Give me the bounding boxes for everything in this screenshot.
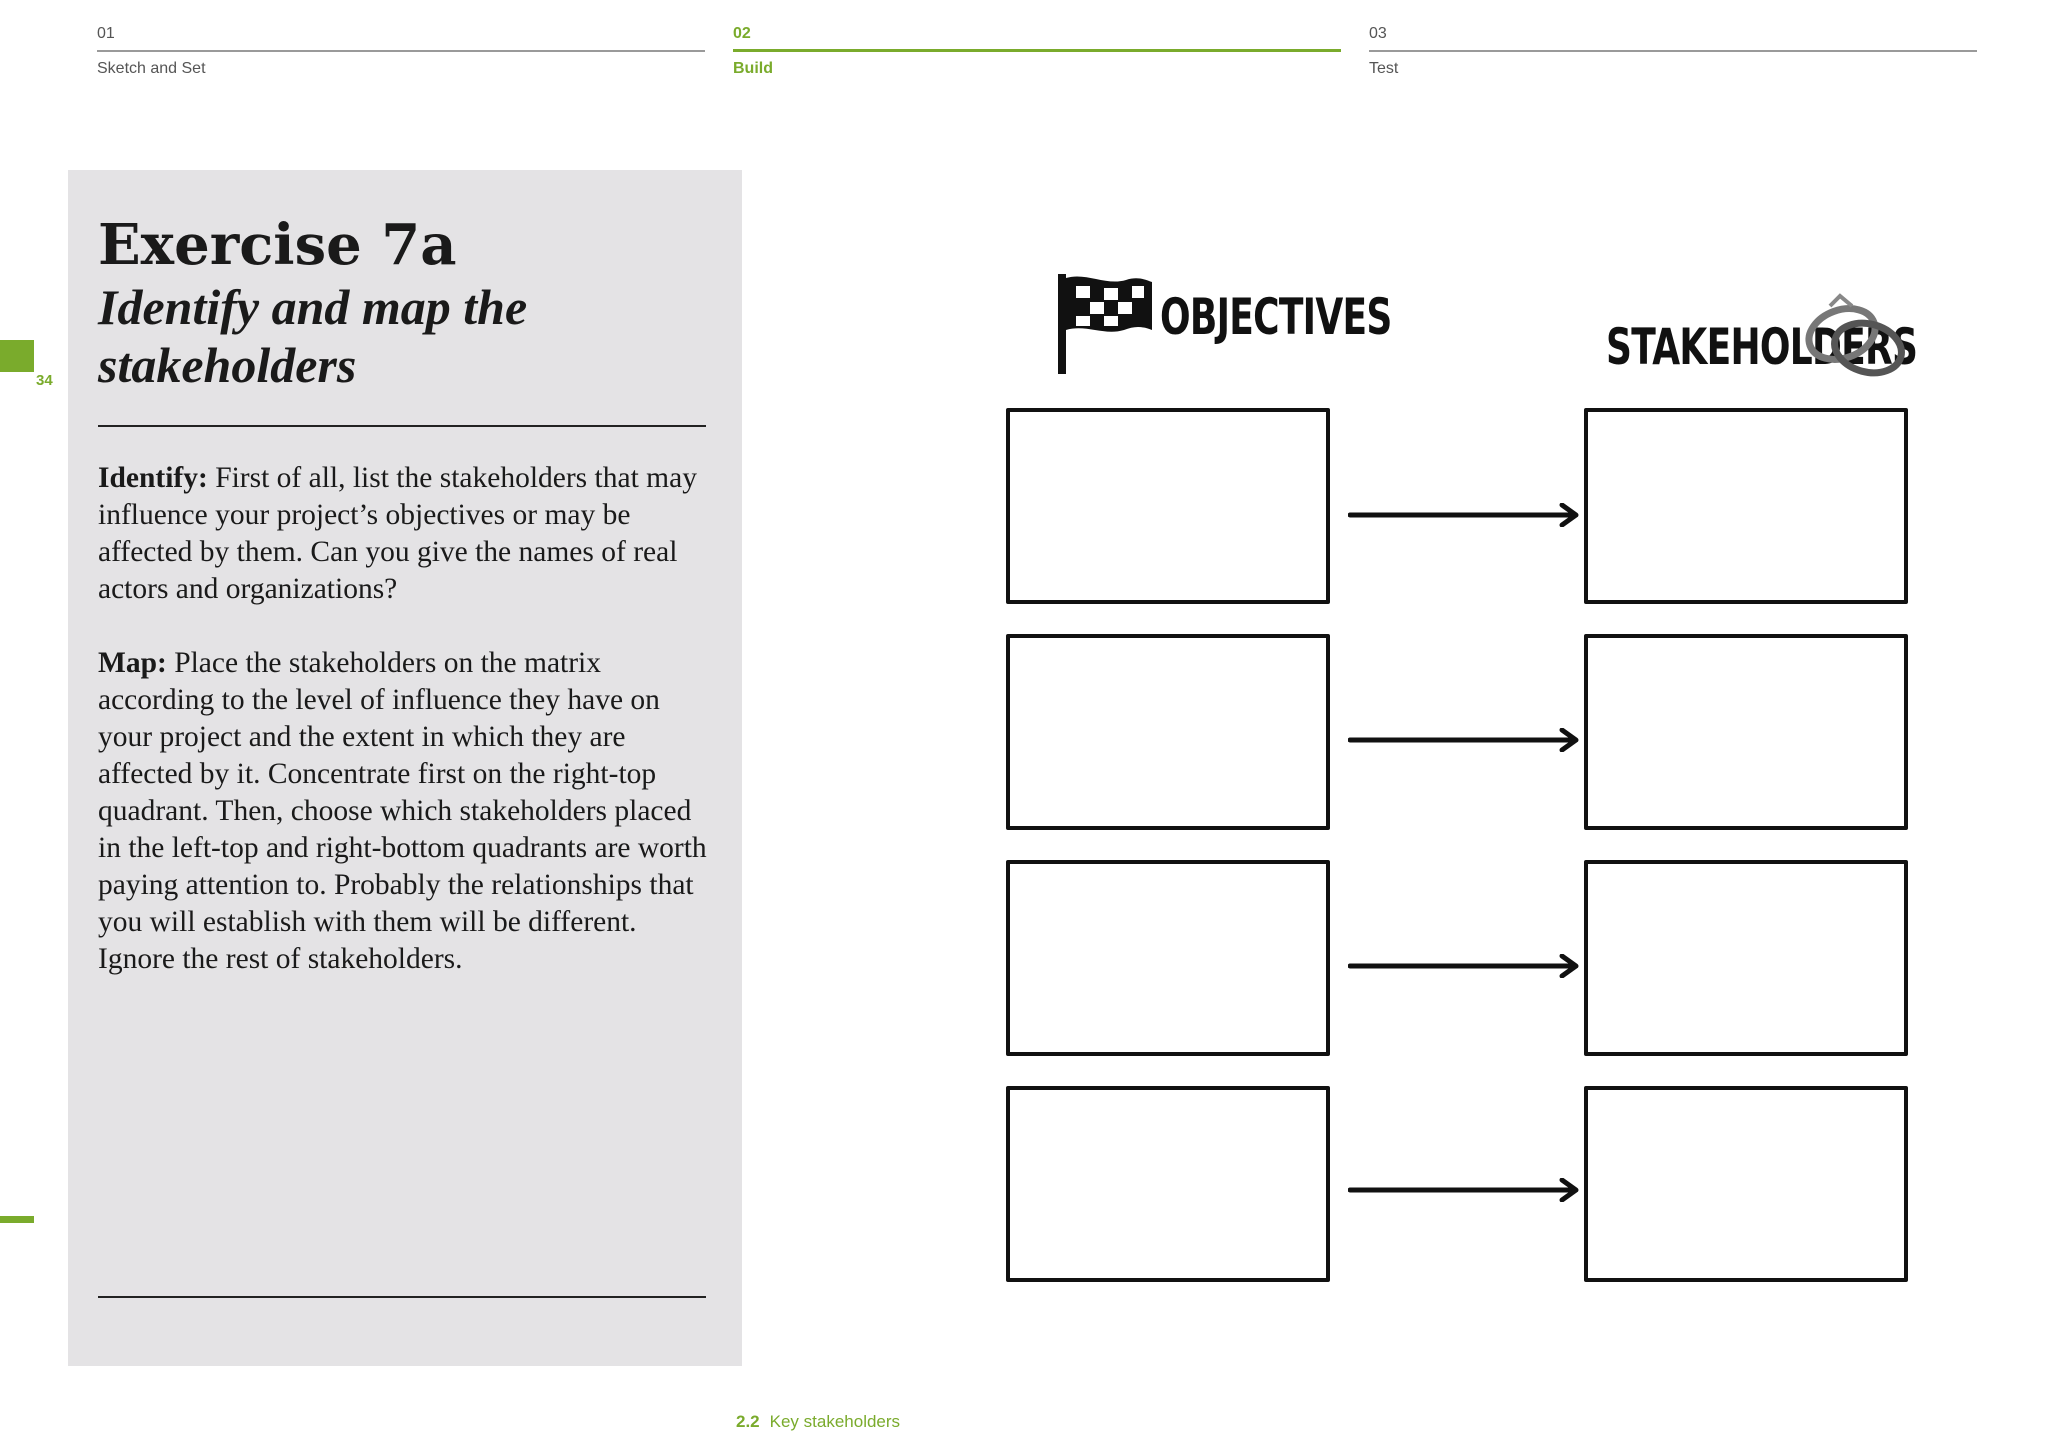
stakeholder-box-4[interactable] [1584, 1086, 1908, 1282]
objectives-stakeholders-diagram [1000, 260, 1960, 1300]
exercise-title: Exercise 7a [98, 212, 457, 278]
bottom-divider [98, 1296, 706, 1298]
objectives-heading: OBJECTIVES [1160, 288, 1392, 346]
step-3[interactable] [1369, 24, 1977, 78]
map-text: Place the stakeholders on the matrix according to the level of influence they have on your project and the extent in which they are affected by it. Concentrate first on the right-top quadrant. Then, choose which stakeholders placed in the left-top and right-bottom quadrants are worth paying attention to. Probably the relationships that you will establish with them will be different. Ignore the rest of stakeholders. [98, 647, 707, 975]
arrow-icon [1348, 954, 1584, 978]
stakeholder-box-3[interactable] [1584, 860, 1908, 1056]
arrow-icon [1348, 1178, 1584, 1202]
exercise-panel [68, 170, 742, 1366]
rings-icon [1800, 290, 1912, 386]
checkered-flag-icon [1056, 272, 1156, 376]
identify-text: First of all, list the stakeholders that may influence your project’s objectives or may be affected by them. Can you give the names of real actors and organizations? [98, 462, 697, 605]
stakeholder-box-2[interactable] [1584, 634, 1908, 830]
top-divider [98, 425, 706, 427]
step-number: 01 [97, 25, 115, 42]
map-paragraph [98, 645, 710, 978]
arrow-icon [1348, 503, 1584, 527]
step-progress-line [97, 50, 705, 52]
section-title: Key stakeholders [769, 1412, 901, 1431]
edge-tick [0, 1216, 34, 1223]
map-lead: Map: [98, 647, 167, 679]
arrow-icon [1348, 728, 1584, 752]
objective-box-2[interactable] [1006, 634, 1330, 830]
step-progress-line [1369, 50, 1977, 52]
objective-box-4[interactable] [1006, 1086, 1330, 1282]
step-2[interactable] [733, 24, 1341, 78]
step-progress-line [733, 49, 1341, 52]
identify-lead: Identify: [98, 462, 208, 494]
step-label: Sketch and Set [97, 60, 206, 77]
identify-paragraph [98, 460, 710, 608]
step-number: 02 [733, 25, 751, 42]
page-marker [0, 340, 34, 372]
step-label: Test [1369, 60, 1399, 77]
objective-box-1[interactable] [1006, 408, 1330, 604]
section-footer[interactable] [736, 1412, 900, 1432]
stakeholder-box-1[interactable] [1584, 408, 1908, 604]
page-number: 34 [36, 372, 53, 389]
exercise-subtitle: Identify and map the stakeholders [98, 279, 528, 393]
step-1[interactable] [97, 24, 705, 78]
objective-box-3[interactable] [1006, 860, 1330, 1056]
step-label: Build [733, 60, 773, 77]
section-number: 2.2 [736, 1412, 760, 1431]
step-number: 03 [1369, 25, 1387, 42]
stakeholders-heading: STAKEHOLDERS [1606, 318, 1918, 376]
